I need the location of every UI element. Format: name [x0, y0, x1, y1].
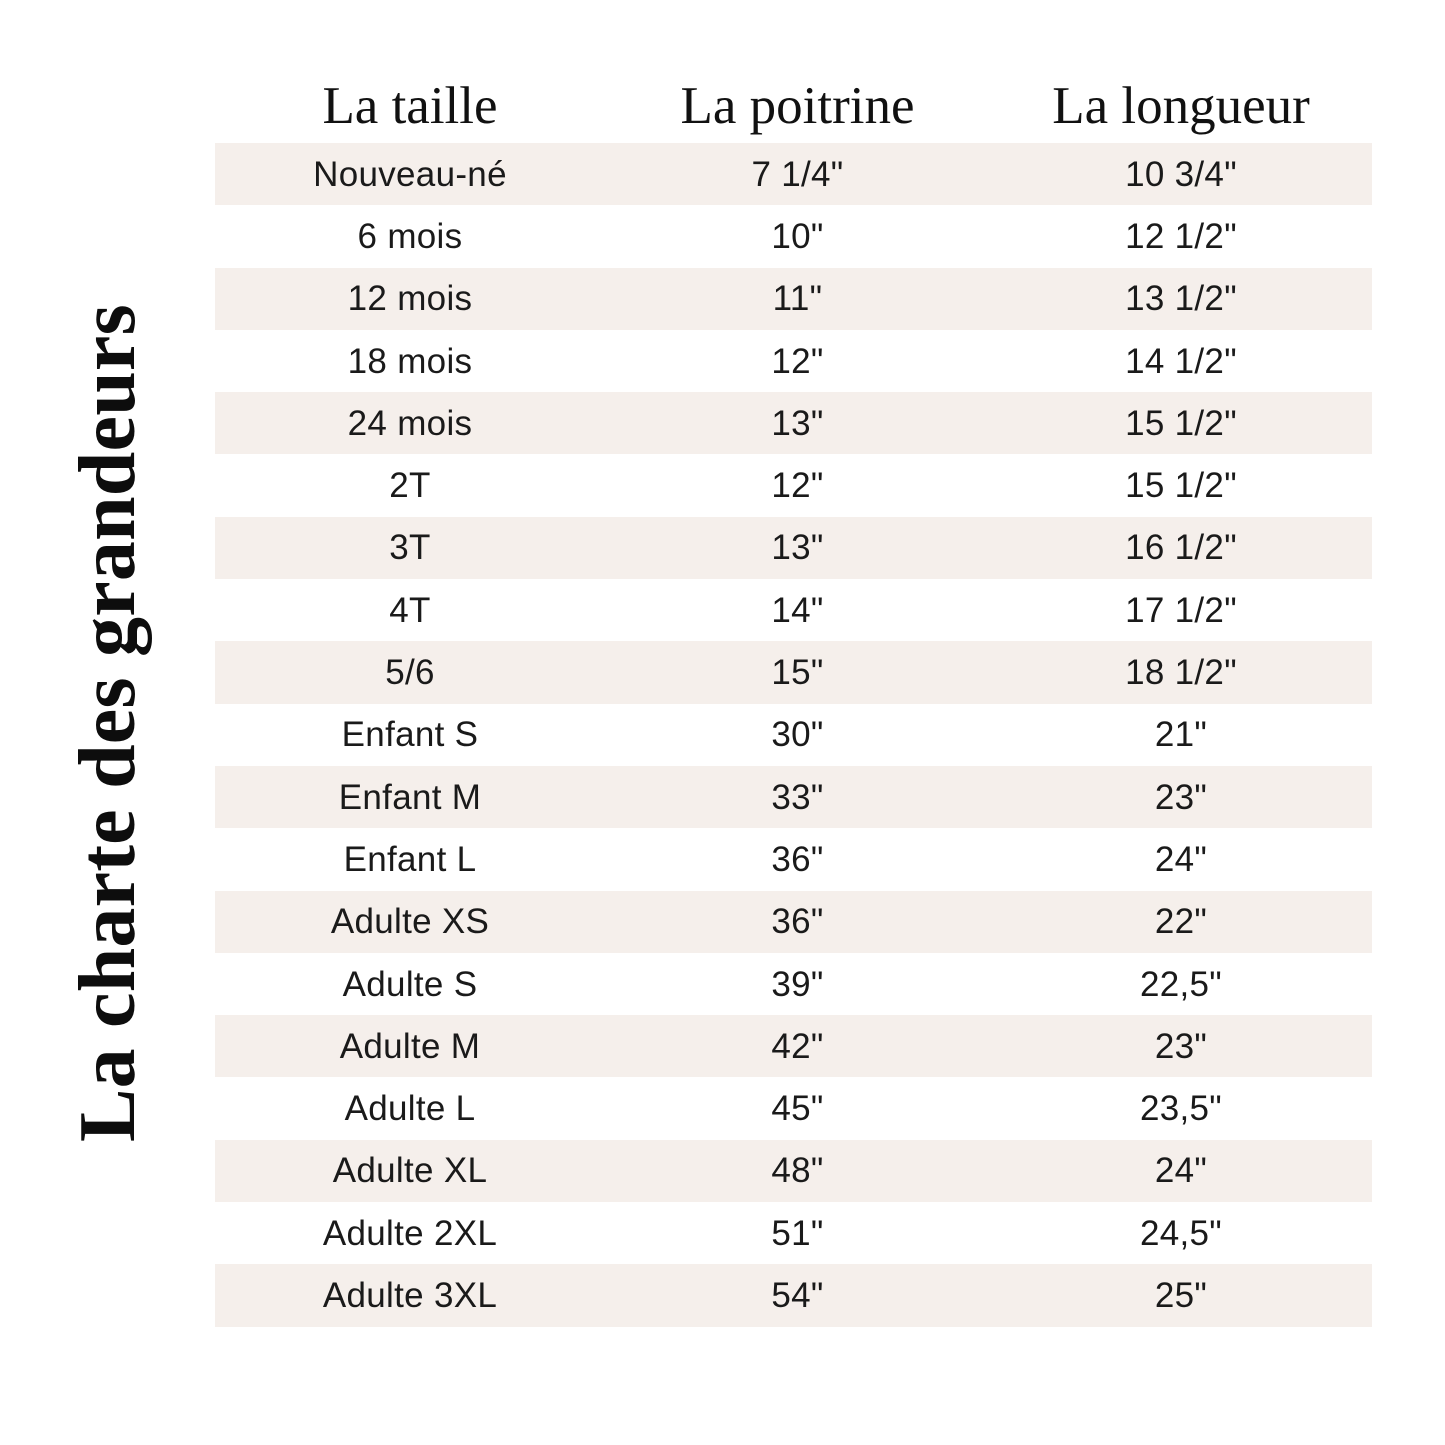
cell-length: 22,5" — [1139, 964, 1223, 1004]
cell-length: 18 1/2" — [1125, 653, 1237, 693]
cell-size: Adulte XL — [332, 1151, 488, 1191]
cell-length: 23" — [1154, 777, 1208, 817]
cell-length: 24" — [1154, 839, 1208, 879]
cell-size: Nouveau-né — [313, 154, 507, 194]
table-row — [215, 891, 1372, 953]
cell-chest: 13" — [771, 403, 824, 443]
table-row — [215, 1015, 1372, 1077]
cell-chest: 7 1/4" — [751, 154, 844, 194]
page-title: La charte des grandeurs — [63, 303, 152, 1142]
cell-chest: 36" — [771, 902, 824, 942]
vertical-title-container — [0, 0, 215, 1445]
cell-chest: 13" — [771, 528, 824, 568]
cell-chest: 30" — [771, 715, 824, 755]
cell-length: 10 3/4" — [1125, 154, 1237, 194]
cell-size: Enfant L — [343, 839, 477, 879]
cell-length: 23,5" — [1139, 1089, 1223, 1129]
cell-length: 15 1/2" — [1125, 466, 1237, 506]
table-row — [215, 766, 1372, 828]
cell-size: 24 mois — [347, 403, 473, 443]
table-header-row — [215, 0, 1372, 143]
table-row — [215, 330, 1372, 392]
cell-length: 13 1/2" — [1125, 279, 1237, 319]
table-row — [215, 1077, 1372, 1139]
cell-size: Adulte S — [342, 964, 478, 1004]
cell-size: 12 mois — [347, 279, 473, 319]
cell-chest: 10" — [771, 216, 824, 256]
cell-chest: 51" — [771, 1213, 824, 1253]
cell-length: 16 1/2" — [1125, 528, 1237, 568]
table-row — [215, 517, 1372, 579]
cell-size: Enfant S — [341, 715, 479, 755]
cell-size: 6 mois — [357, 216, 463, 256]
cell-length: 24" — [1154, 1151, 1208, 1191]
column-header-length: La longueur — [1052, 77, 1310, 136]
cell-size: Adulte L — [344, 1089, 476, 1129]
table-row — [215, 704, 1372, 766]
cell-chest: 11" — [772, 279, 823, 319]
table-row — [215, 1140, 1372, 1202]
size-chart-table — [215, 0, 1372, 1445]
cell-length: 21" — [1154, 715, 1208, 755]
cell-chest: 48" — [771, 1151, 824, 1191]
cell-length: 17 1/2" — [1125, 590, 1237, 630]
cell-size: Enfant M — [338, 777, 482, 817]
cell-chest: 39" — [771, 964, 824, 1004]
cell-size: Adulte 2XL — [322, 1213, 498, 1253]
table-row — [215, 205, 1372, 267]
cell-length: 15 1/2" — [1125, 403, 1237, 443]
cell-chest: 42" — [771, 1026, 824, 1066]
column-header-size: La taille — [322, 77, 498, 136]
cell-length: 24,5" — [1139, 1213, 1223, 1253]
table-row — [215, 579, 1372, 641]
cell-size: 18 mois — [347, 341, 473, 381]
table-row — [215, 143, 1372, 205]
table-row — [215, 641, 1372, 703]
cell-length: 23" — [1154, 1026, 1208, 1066]
cell-chest: 12" — [771, 466, 824, 506]
cell-length: 22" — [1154, 902, 1208, 942]
cell-length: 14 1/2" — [1125, 341, 1237, 381]
cell-size: Adulte 3XL — [322, 1275, 498, 1315]
cell-length: 12 1/2" — [1125, 216, 1237, 256]
cell-size: 3T — [389, 528, 431, 568]
table-row — [215, 828, 1372, 890]
cell-size: Adulte M — [339, 1026, 481, 1066]
table-row — [215, 454, 1372, 516]
table-row — [215, 1264, 1372, 1326]
cell-chest: 54" — [771, 1275, 824, 1315]
cell-size: Adulte XS — [330, 902, 490, 942]
cell-chest: 45" — [771, 1089, 824, 1129]
cell-chest: 33" — [771, 777, 824, 817]
cell-size: 5/6 — [385, 653, 435, 693]
cell-chest: 15" — [771, 653, 824, 693]
table-body — [215, 143, 1372, 1327]
cell-length: 25" — [1154, 1275, 1208, 1315]
column-header-chest: La poitrine — [680, 77, 915, 136]
cell-chest: 36" — [771, 839, 824, 879]
table-row — [215, 392, 1372, 454]
table-row — [215, 268, 1372, 330]
cell-size: 2T — [389, 466, 431, 506]
cell-chest: 12" — [771, 341, 824, 381]
cell-size: 4T — [389, 590, 431, 630]
table-row — [215, 1202, 1372, 1264]
cell-chest: 14" — [771, 590, 824, 630]
table-row — [215, 953, 1372, 1015]
